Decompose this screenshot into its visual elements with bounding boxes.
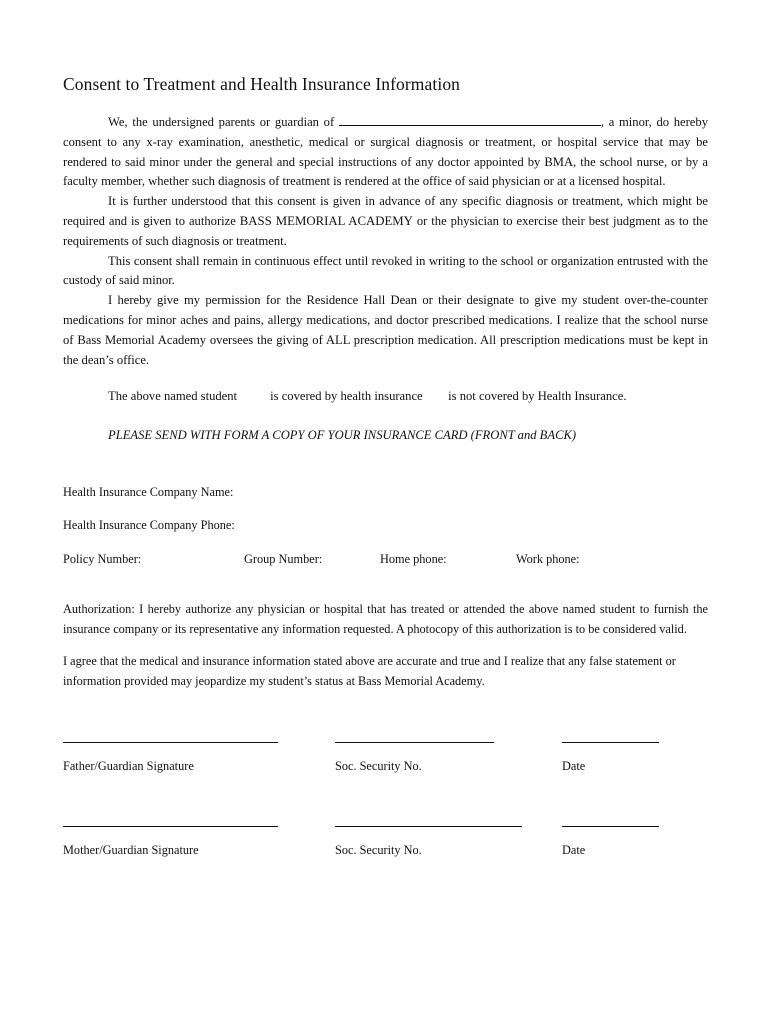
coverage-covered-label: is covered by health insurance bbox=[270, 389, 423, 403]
consent-paragraph-2 bbox=[63, 192, 708, 251]
mother-date-label: Date bbox=[562, 843, 586, 857]
consent-paragraph-4: I hereby give my permission for the Residence Hall Dean or their designate to give my student over-the-counter medications for minor aches and pains, allergy medications, and doctor prescribed medications. I realize that the school nurse of Bass Memorial Academy oversees the giving of ALL prescription medication. All prescription medications must be kept in the dean’s office. bbox=[63, 293, 708, 367]
consent-body bbox=[63, 113, 708, 370]
mother-ssn-line[interactable] bbox=[335, 826, 522, 827]
consent-paragraph-1 bbox=[63, 113, 708, 192]
consent-paragraph-1-rest: , a minor, do hereby consent to any x-ray examination, anesthetic, medical or surgical diagnosis or treatment, or hospital service that may be rendered to said minor under the general and special instructions of any doctor appointed by BMA, the school nurse, or by a faculty member, whether such diagnosis of treatment is rendered at the office of said physician or at a licensed hospital. bbox=[63, 115, 708, 189]
home-phone-label: Home phone: bbox=[380, 552, 447, 566]
consent-paragraph-3: This consent shall remain in continuous effect until revoked in writing to the school or organization entrusted with the custody of said minor. bbox=[63, 253, 708, 288]
company-phone-label: Health Insurance Company Phone: bbox=[63, 518, 235, 532]
minor-name-blank[interactable] bbox=[339, 113, 601, 126]
coverage-covered-option[interactable] bbox=[252, 389, 423, 404]
father-date-line[interactable] bbox=[562, 742, 659, 743]
policy-number-label: Policy Number: bbox=[63, 552, 142, 566]
mother-ssn-label: Soc. Security No. bbox=[335, 843, 422, 857]
authorization-text: : I hereby authorize any physician or hospital that has treated or attended the above named student to furnish the insurance company or its representative any information requested. A photocopy of this authorization is to be considered valid. bbox=[63, 602, 708, 636]
covered-checkbox[interactable] bbox=[256, 392, 267, 403]
coverage-not-covered-label: is not covered by Health Insurance. bbox=[448, 389, 627, 403]
form-title: Consent to Treatment and Health Insurance Information bbox=[63, 74, 461, 94]
not-covered-checkbox[interactable] bbox=[434, 392, 445, 403]
authorization-label: Authorization bbox=[63, 602, 132, 616]
father-ssn-label: Soc. Security No. bbox=[335, 759, 422, 773]
father-signature-line[interactable] bbox=[63, 742, 278, 743]
company-name-label: Health Insurance Company Name: bbox=[63, 485, 234, 499]
consent-paragraph-2-end: or the physician to exercise their best judgment as to the requirements of such diagnosis or treatment. bbox=[63, 213, 708, 248]
father-signature-label: Father/Guardian Signature bbox=[63, 759, 194, 773]
work-phone-label: Work phone: bbox=[516, 552, 580, 566]
father-ssn-line[interactable] bbox=[335, 742, 494, 743]
father-date-label: Date bbox=[562, 759, 586, 773]
agreement-paragraph: I agree that the medical and insurance information stated above are accurate and true and I realize that any false statement or information provided may jeopardize my student’s status at Bass Memorial Academy. bbox=[63, 654, 676, 688]
mother-date-line[interactable] bbox=[562, 826, 659, 827]
group-number-label: Group Number: bbox=[244, 552, 323, 566]
school-name: BASS MEMORIAL ACADEMY bbox=[239, 213, 413, 228]
mother-signature-line[interactable] bbox=[63, 826, 278, 827]
consent-intro-text: We, the undersigned parents or guardian of bbox=[108, 115, 335, 129]
coverage-not-covered-option[interactable] bbox=[430, 389, 627, 404]
insurance-card-note: PLEASE SEND WITH FORM A COPY OF YOUR INSURANCE CARD (FRONT and BACK) bbox=[108, 428, 577, 442]
consent-paragraph-2-start: It is further understood that this consent is given in advance of any specific diagnosis or treatment, which might be required and is given to authorize bbox=[63, 194, 708, 228]
mother-signature-label: Mother/Guardian Signature bbox=[63, 843, 199, 857]
authorization-paragraph bbox=[63, 599, 708, 639]
coverage-lead: The above named student bbox=[108, 389, 238, 403]
